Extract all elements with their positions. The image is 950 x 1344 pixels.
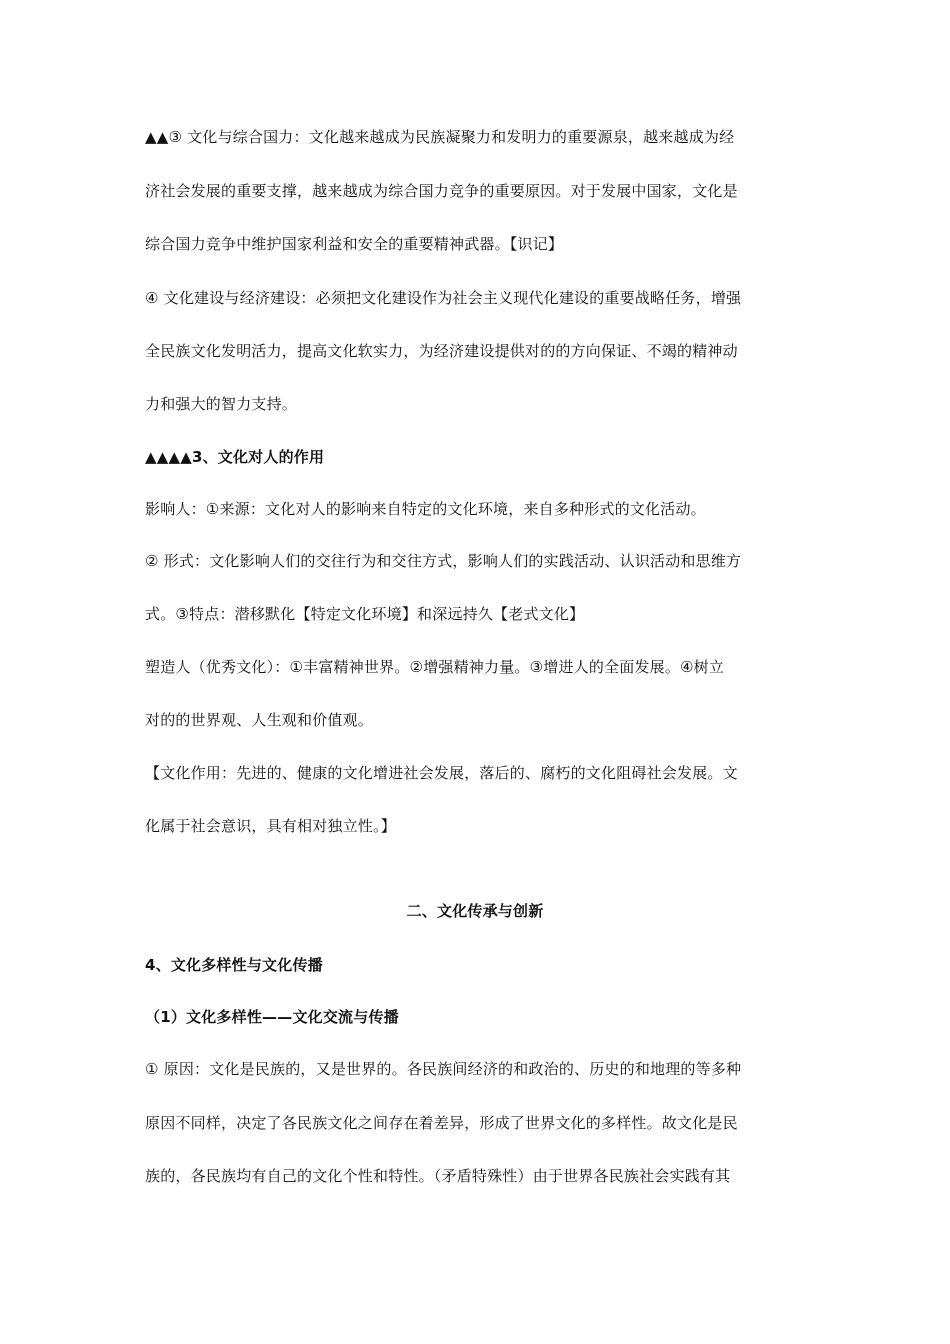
chapter-title: 二、文化传承与创新 bbox=[406, 902, 544, 920]
paragraph-line: 【文化作用：先进的、健康的文化增进社会发展，落后的、腐朽的文化阻碍社会发展。文 bbox=[145, 764, 738, 782]
paragraph-line: 影响人：①来源：文化对人的影响来自特定的文化环境，来自多种形式的文化活动。 bbox=[145, 500, 706, 518]
section-heading: ▲▲▲▲3、文化对人的作用 bbox=[145, 448, 325, 466]
paragraph-line: 式。③特点：潜移默化【特定文化环境】和深远持久【老式文化】 bbox=[145, 605, 585, 623]
subsection-heading: （1）文化多样性——文化交流与传播 bbox=[145, 1008, 399, 1026]
paragraph-line: 对的的世界观、人生观和价值观。 bbox=[145, 711, 374, 729]
paragraph-line: 综合国力竞争中维护国家利益和安全的重要精神武器。【识记】 bbox=[145, 235, 564, 253]
paragraph-line: 塑造人（优秀文化）：①丰富精神世界。②增强精神力量。③增进人的全面发展。④树立 bbox=[145, 658, 725, 676]
paragraph-line: ④ 文化建设与经济建设：必须把文化建设作为社会主义现代化建设的重要战略任务，增强 bbox=[145, 289, 742, 307]
paragraph-line: 全民族文化发明活力，提高文化软实力，为经济建设提供对的的方向保证、不竭的精神动 bbox=[145, 342, 738, 360]
paragraph-line: 原因不同样，决定了各民族文化之间存在着差异，形成了世界文化的多样性。故文化是民 bbox=[145, 1114, 738, 1132]
paragraph-line: ② 形式：文化影响人们的交往行为和交往方式，影响人们的实践活动、认识活动和思维方 bbox=[145, 552, 742, 570]
paragraph-line: 族的，各民族均有自己的文化个性和特性。（矛盾特殊性）由于世界各民族社会实践有其 bbox=[145, 1167, 731, 1185]
section-heading: 4、文化多样性与文化传播 bbox=[145, 956, 323, 974]
paragraph-line: 力和强大的智力支持。 bbox=[145, 395, 298, 413]
paragraph-line: 化属于社会意识，具有相对独立性。】 bbox=[145, 817, 396, 835]
paragraph-line: ▲▲③ 文化与综合国力：文化越来越成为民族凝聚力和发明力的重要源泉，越来越成为经 bbox=[145, 128, 735, 146]
paragraph-line: 济社会发展的重要支撑，越来越成为综合国力竞争的重要原因。对于发展中国家，文化是 bbox=[145, 182, 738, 200]
paragraph-line: ① 原因：文化是民族的，又是世界的。各民族间经济的和政治的、历史的和地理的等多种 bbox=[145, 1060, 742, 1078]
